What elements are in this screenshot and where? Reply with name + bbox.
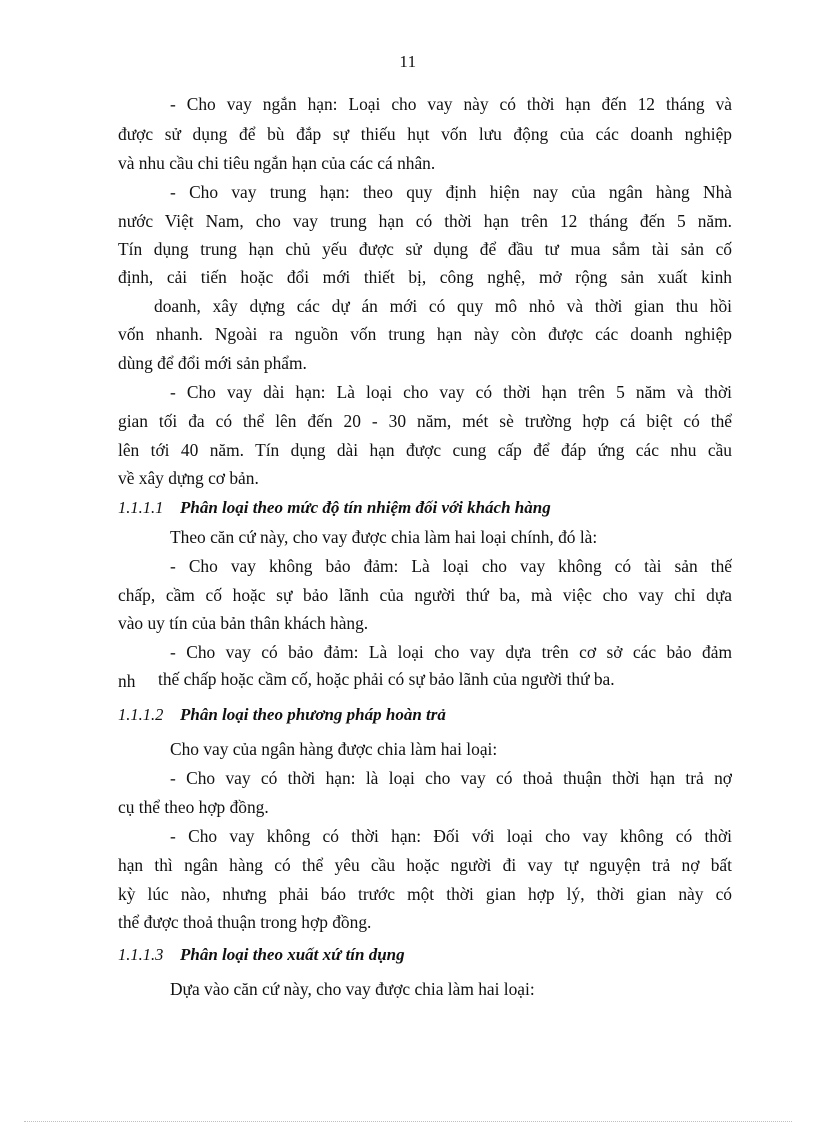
text-line: chấp, cầm cố hoặc sự bảo lãnh của người thứ ba, mà việc cho vay chỉ dựa [118, 585, 732, 605]
text-line: kỳ lúc nào, nhưng phải báo trước một thời gian hợp lý, thời gian này có [118, 884, 732, 904]
text-line: Theo căn cứ này, cho vay được chia làm hai loại chính, đó là: [170, 527, 598, 547]
section-title: Phân loại theo phương pháp hoàn trả [180, 705, 446, 724]
text-line: gian tối đa có thể lên đến 20 - 30 năm, mét sè trường hợp cá biệt có thể [118, 411, 732, 431]
section-number: 1.1.1.2 [118, 705, 164, 724]
text-line: về xây dựng cơ bản. [118, 468, 259, 488]
text-line: dùng để đổi mới sản phẩm. [118, 353, 307, 373]
text-line: Dựa vào căn cứ này, cho vay được chia làm hai loại: [170, 979, 535, 999]
text-line: Tín dụng trung hạn chủ yếu được sử dụng để đầu tư mua sắm tài sản cố [118, 239, 732, 259]
section-title: Phân loại theo mức độ tín nhiệm đối với khách hàng [180, 498, 551, 517]
text-line: - Cho vay ngắn hạn: Loại cho vay này có thời hạn đến 12 tháng và [170, 94, 732, 114]
text-line: vào uy tín của bản thân khách hàng. [118, 613, 369, 633]
text-line: nước Việt Nam, cho vay trung hạn có thời hạn trên 12 tháng đến 5 năm. [118, 211, 732, 231]
page-number: 11 [399, 52, 417, 71]
text-line: - Cho vay có bảo đảm: Là loại cho vay dựa trên cơ sở các bảo đảm [170, 642, 732, 662]
stray-text-fragment: nh [118, 671, 136, 691]
text-line: cụ thể theo hợp đồng. [118, 797, 269, 817]
section-number: 1.1.1.3 [118, 945, 164, 964]
text-line: vốn nhanh. Ngoài ra nguồn vốn trung hạn này còn được các doanh nghiệp [118, 324, 732, 344]
text-line: định, cải tiến hoặc đổi mới thiết bị, công nghệ, mở rộng sản xuất kinh [118, 267, 732, 287]
text-line: lên tới 40 năm. Tín dụng dài hạn được cung cấp để đáp ứng các nhu cầu [118, 440, 732, 460]
text-line: thế chấp hoặc cầm cố, hoặc phải có sự bảo lãnh của người thứ ba. [158, 669, 615, 689]
text-line: - Cho vay dài hạn: Là loại cho vay có thời hạn trên 5 năm và thời [170, 382, 732, 402]
text-line: và nhu cầu chi tiêu ngắn hạn của các cá nhân. [118, 153, 436, 173]
text-line: - Cho vay không có thời hạn: Đối với loại cho vay không có thời [170, 826, 732, 846]
text-line: Cho vay của ngân hàng được chia làm hai loại: [170, 739, 498, 759]
text-line: - Cho vay có thời hạn: là loại cho vay có thoả thuận thời hạn trả nợ [170, 768, 732, 788]
text-line: được sử dụng để bù đắp sự thiếu hụt vốn lưu động của các doanh nghiệp [118, 124, 732, 144]
text-line: doanh, xây dựng các dự án mới có quy mô nhỏ và thời gian thu hồi [154, 296, 732, 316]
text-line: - Cho vay trung hạn: theo quy định hiện nay của ngân hàng Nhà [170, 182, 732, 202]
page-bottom-divider [24, 1121, 792, 1122]
text-line: thể được thoả thuận trong hợp đồng. [118, 912, 372, 932]
section-heading [118, 701, 732, 727]
section-heading [118, 941, 732, 967]
section-number: 1.1.1.1 [118, 498, 164, 517]
text-line: - Cho vay không bảo đảm: Là loại cho vay không có tài sản thế [170, 556, 732, 576]
section-heading [118, 494, 732, 520]
text-line: hạn thì ngân hàng có thể yêu cầu hoặc người đi vay tự nguyện trả nợ bất [118, 855, 732, 875]
section-title: Phân loại theo xuất xứ tín dụng [180, 945, 405, 964]
